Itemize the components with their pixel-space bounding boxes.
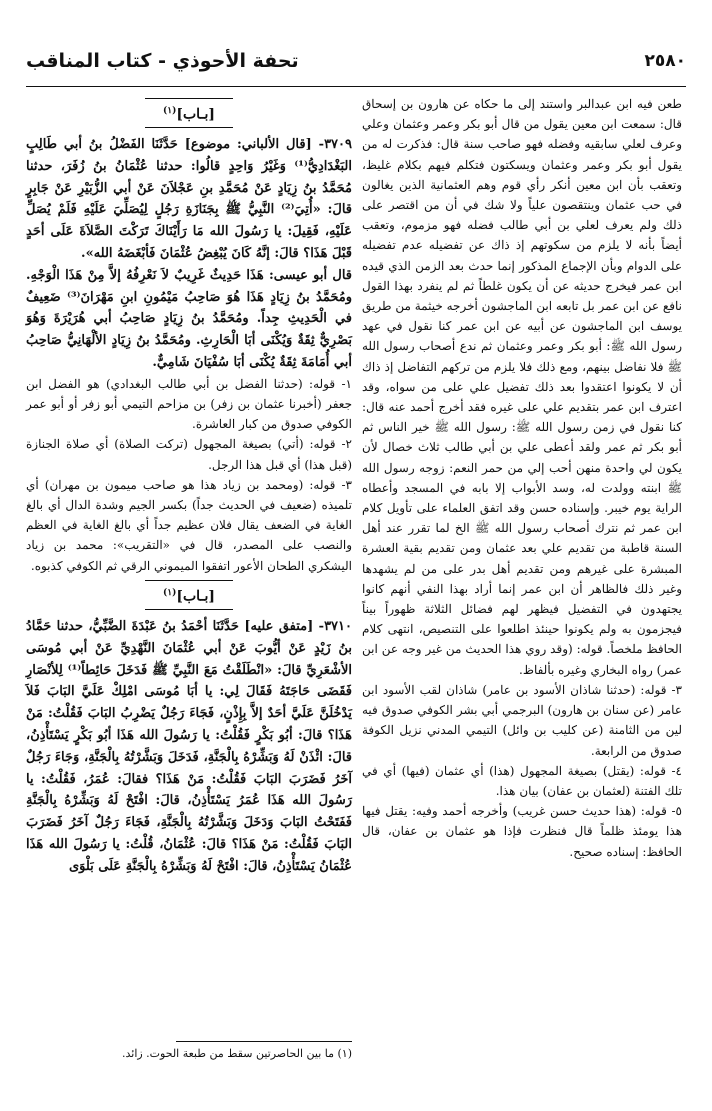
commentary-note-3: ٣- قوله: (حدثنا شاذان الأسود بن عامر) شاذان لقب الأسود ابن عامر (عن سنان بن هارون) البرجمي أبي بشر الكوفي صدوق فيه لين من الثامنة (عن كليب بن وائل) التيمي المدني نزيل الكوفة صدوق من الرابعة. (362, 682, 682, 758)
commentary-note-2: ٢- قوله: (أتي) بصيغة المجهول (تركت الصلاة) أي صلاة الجنازة (قبل هذا) أي قبل هذا الرجل. (26, 437, 352, 472)
chapter-heading-1: [بـاب]$^{(١)}$ (26, 98, 352, 128)
page-header (26, 40, 686, 82)
hadith-text: ٣٧١٠- [متفق عليه] حَدَّثَنَا أحْمَدُ بنُ عَبْدَةَ الضَّبِّيُّ، حدثنا حَمَّادُ بنُ زَيْدٍ عَنْ أيُّوبَ عَنْ أبي عُثْمَانَ النَّهْدِيِّ عَنْ أبي مُوسَى الأشْعَرِيِّ قالَ: «انْطَلَقْتُ مَعَ النَّبِيِّ ﷺ فَدَخَلَ حَائِطاً⁽¹⁾ لِلأنْصَارِ فَقَضَى حَاجَتَهُ فَقَالَ لِي: يا أبَا مُوسَى امْلِكْ عَلَيَّ البَابَ فَلاَ يَدْخُلَنَّ عَلَيَّ أحَدٌ إلاَّ بِإِذْنٍ، فَجَاءَ رَجُلٌ يَضْرِبُ البَابَ فَقُلْتُ: مَنْ هَذَا؟ قالَ: أبُو بَكْرٍ فَقُلْتُ: يا رَسُولَ الله هَذَا أبُو بَكْرٍ يَسْتَأْذِنُ، قالَ: ائْذَنْ لَهُ وَبَشِّرْهُ بِالْجَنَّةِ، فَدَخَلَ وَبَشَّرْتُهُ بِالْجَنَّةِ، وَجَاءَ رَجُلٌ آخَرُ فَضَرَبَ البَابَ فَقُلْتُ: مَنْ هَذَا؟ فقالَ: عُمَرُ، فَقُلْتُ: يا رَسُولَ الله هَذَا عُمَرُ يَسْتَأْذِنُ، قالَ: افْتَحْ لَهُ وَبَشِّرْهُ بِالْجَنَّةِ فَفَتَحْتُ البَابَ وَدَخَلَ وَبَشَّرْتُهُ بِالْجَنَّةِ، فَجَاءَ رَجُلٌ آخَرُ فَضَرَبَ البَابَ فَقُلْتُ: مَنْ هَذَا؟ قالَ: عُثْمَانُ، قُلْتُ: يا رَسُولَ الله هَذَا عُثْمَانُ يَسْتَأْذِنُ، قالَ: افْتَحْ لَهُ وَبَشِّرْهُ بِالْجَنَّةِ عَلَى بَلْوَى (26, 618, 352, 874)
header-rule (26, 86, 686, 87)
chapter-heading-label: بـاب (182, 106, 209, 123)
hadith-3710 (26, 616, 352, 878)
hadith-text: ٣٧٠٩- [قال الألباني: موضوع] حَدَّثَنَا الفَضْلُ بنُ أبي طَالِبٍ البَغْدَادِيُّ⁽¹⁾ وَغَيْرُ وَاحِدٍ قالُوا: حدثنا عُثْمَانُ بنُ زُفَرَ، حدثنا مُحَمَّدُ بنُ زِيَادٍ عَنْ مُحَمَّدِ بنِ عَجْلاَنَ عَنْ أبي الزُّبَيْرِ عَنْ جَابِرٍ قالَ: «أُتِيَ⁽²⁾ النَّبِيُّ ﷺ بِجَنَازَةِ رَجُلٍ لِيُصَلِّيَ عَلَيْهِ فَلَمْ يُصَلِّ عَلَيْهِ، فَقِيلَ: يا رَسُولَ الله مَا رَأَيْنَاكَ تَرَكْتَ الصَّلاَةَ عَلَى أحَدٍ قَبْلَ هَذَا؟ قالَ: إنَّهُ كَانَ يُبْغِضُ عُثْمَانَ فَأبْغَضَهُ الله». (26, 137, 352, 262)
commentary-3709 (26, 374, 352, 576)
chapter-heading-2: [بـاب]$^{(١)}$ (26, 580, 352, 610)
chapter-heading-note: (١) (162, 106, 177, 116)
hadith-3709 (26, 134, 352, 374)
right-column (362, 94, 682, 862)
commentary-note-4: ٤- قوله: (يقتل) بصيغة المجهول (هذا) أي عثمان (فيها) أي في تلك الفتنة (لعثمان بن عفان) بيان هذا. (362, 763, 682, 798)
running-title: تحفة الأحوذي - كتاب المناقب (26, 50, 299, 72)
commentary-paragraph: طعن فيه ابن عبدالبر واستند إلى ما حكاه عن هارون بن إسحاق قال: سمعت ابن معين يقول من قال أبو بكر وعمر وعثمان وعلي وعرف لعلي سابقيه وفضله فهو صاحب سنة قال: فذكرت له من يقول أبو بكر وعمر وعثمان ويسكتون فتكلم فيهم بكلام غليظ، وتعقب بأن ابن معين أنكر رأي قوم وهم العثمانية الذين يغالون في حب عثمان وينتقصون علياً ولا شك في أن من اقتصر على ذلك ولم يعرف لعلي بن أبي طالب فضله فهو مزموم، وتعقب أيضاً بأنه لا يلزم من سكوتهم إذ ذاك عن تفضيله عدم تفضيله على الدوام وبأن الإجماع المذكور إنما حدث بعد الزمن الذي قيده ابن عمر فيخرج حديثه عن أن يكون غلطاً ثم لم ينفرد بهذا القول نافع عن ابن عمر بل تابعه ابن الماجشون أخرجه خيثمة من طريق يوسف ابن الماجشون عن أبيه عن ابن عمر كنا نقول في عهد رسول الله ﷺ: أبو بكر وعمر وعثمان ثم ندع أصحاب رسول الله ﷺ فلا نفاضل بينهم، ومع ذلك فلا يلزم من تركهم التفاضل إذ ذاك أن لا يكونوا اعتقدوا بعد ذلك تفضيل علي على من سواه، وقد اعترف ابن عمر بتقديم علي على غيره فقد أخرج أحمد عنه قال: كنا نقول في زمن رسول الله ﷺ: رسول الله ﷺ خير الناس ثم أبو بكر ثم عمر ولقد أعطى علي بن أبي طالب ثلاث خصال لأن يكون لي واحدة منهن أحب إلي من حمر النعم: زوجه رسول الله ﷺ ابنته وولدت له، وسد الأبواب إلا بابه في المسجد وأعطاه الراية يوم خيبر. وإسناده حسن وقد اتفق العلماء على تأويل كلام ابن عمر ثم نترك أصحاب رسول الله ﷺ الخ لما تقرر عند أهل السنة قاطبة من تقديم علي بعد عثمان ومن تقديم بقية العشرة المبشرة على غيرهم ومن تقديم أهل بدر على من لم يشهدها وغير ذلك فالظاهر أن ابن عمر إنما أراد بهذا النفي أنهم كانوا يجتهدون في التفضيل فيظهر لهم فضائل الثلاثة ظهوراً بيناً فيجزمون به ولم يكونوا حينئذ اطلعوا على التنصيص، انتهى كلام الحافظ ملخصاً. قوله: (وقد روي هذا الحديث من غير وجه عن ابن عمر) رواه البخاري وغيره بألفاظ. (362, 97, 683, 677)
footnote: (١) ما بين الحاصرتين سقط من طبعة الحوت. زائد. (121, 1047, 352, 1060)
commentary-note-5: ٥- قوله: (هذا حديث حسن غريب) وأخرجه أحمد وفيه: يقتل فيها هذا يومئذ ظلماً قال فنظرت فإذا هو عثمان بن عفان، قال الحافظ: إسناده صحيح. (362, 804, 682, 859)
chapter-heading-note: (١) (162, 587, 177, 598)
page-number: ٢٥٨٠ (644, 51, 686, 71)
left-column (26, 94, 352, 877)
commentary-note-3: ٣- قوله: (ومحمد بن زياد هذا هو صاحب ميمون بن مهران) أي تلميذه (ضعيف في الحديث جداً) بكسر الجيم وشدة الدال أي بالغ الغاية في الضعف يقال فلان عظيم جداً أي بالغ الغاية في العظم والنصب على المصدر، قال في «التقريب»: محمد بن زياد اليشكري الطحان الأعور اتفقوا الميموني الرقي ثم الكوفي كذبوه. (26, 477, 352, 573)
chapter-heading-label: بـاب (182, 588, 209, 605)
footnote-rule (176, 1041, 352, 1042)
hadith-grading: قال أبو عيسى: هَذَا حَدِيثٌ غَرِيبٌ لاَ نَعْرِفُهُ إلاَّ مِنْ هَذَا الْوَجْهِ. ومُحَمَّدُ بنُ زِيَادٍ هَذَا هُوَ صَاحِبُ مَيْمُونِ ابنِ مَهْرَانَ⁽³⁾ ضَعِيفٌ في الْحَدِيثِ جِداً. ومُحَمَّدُ بنُ زِيَادٍ صَاحِبُ أبي هُرَيْرَةَ وَهُوَ بَصْرِيٌّ ثِقَةٌ وَيُكْنَى أبَا الْحَارِثِ. ومُحَمَّدُ بنُ زِيَادٍ الألْهَانِيُّ صَاحِبُ أبي أُمَامَةَ ثِقَةٌ يُكْنَى أبَا سُفْيَانَ شَامِيٌّ. (26, 267, 353, 371)
commentary-note-1: ١- قوله: (حدثنا الفضل بن أبي طالب البغدادي) هو الفضل ابن جعفر (أخبرنا عثمان بن زفر) بن مزاحم التيمي أبو زفر أو أبو عمر الكوفي صدوق من كبار العاشرة. (26, 376, 352, 432)
